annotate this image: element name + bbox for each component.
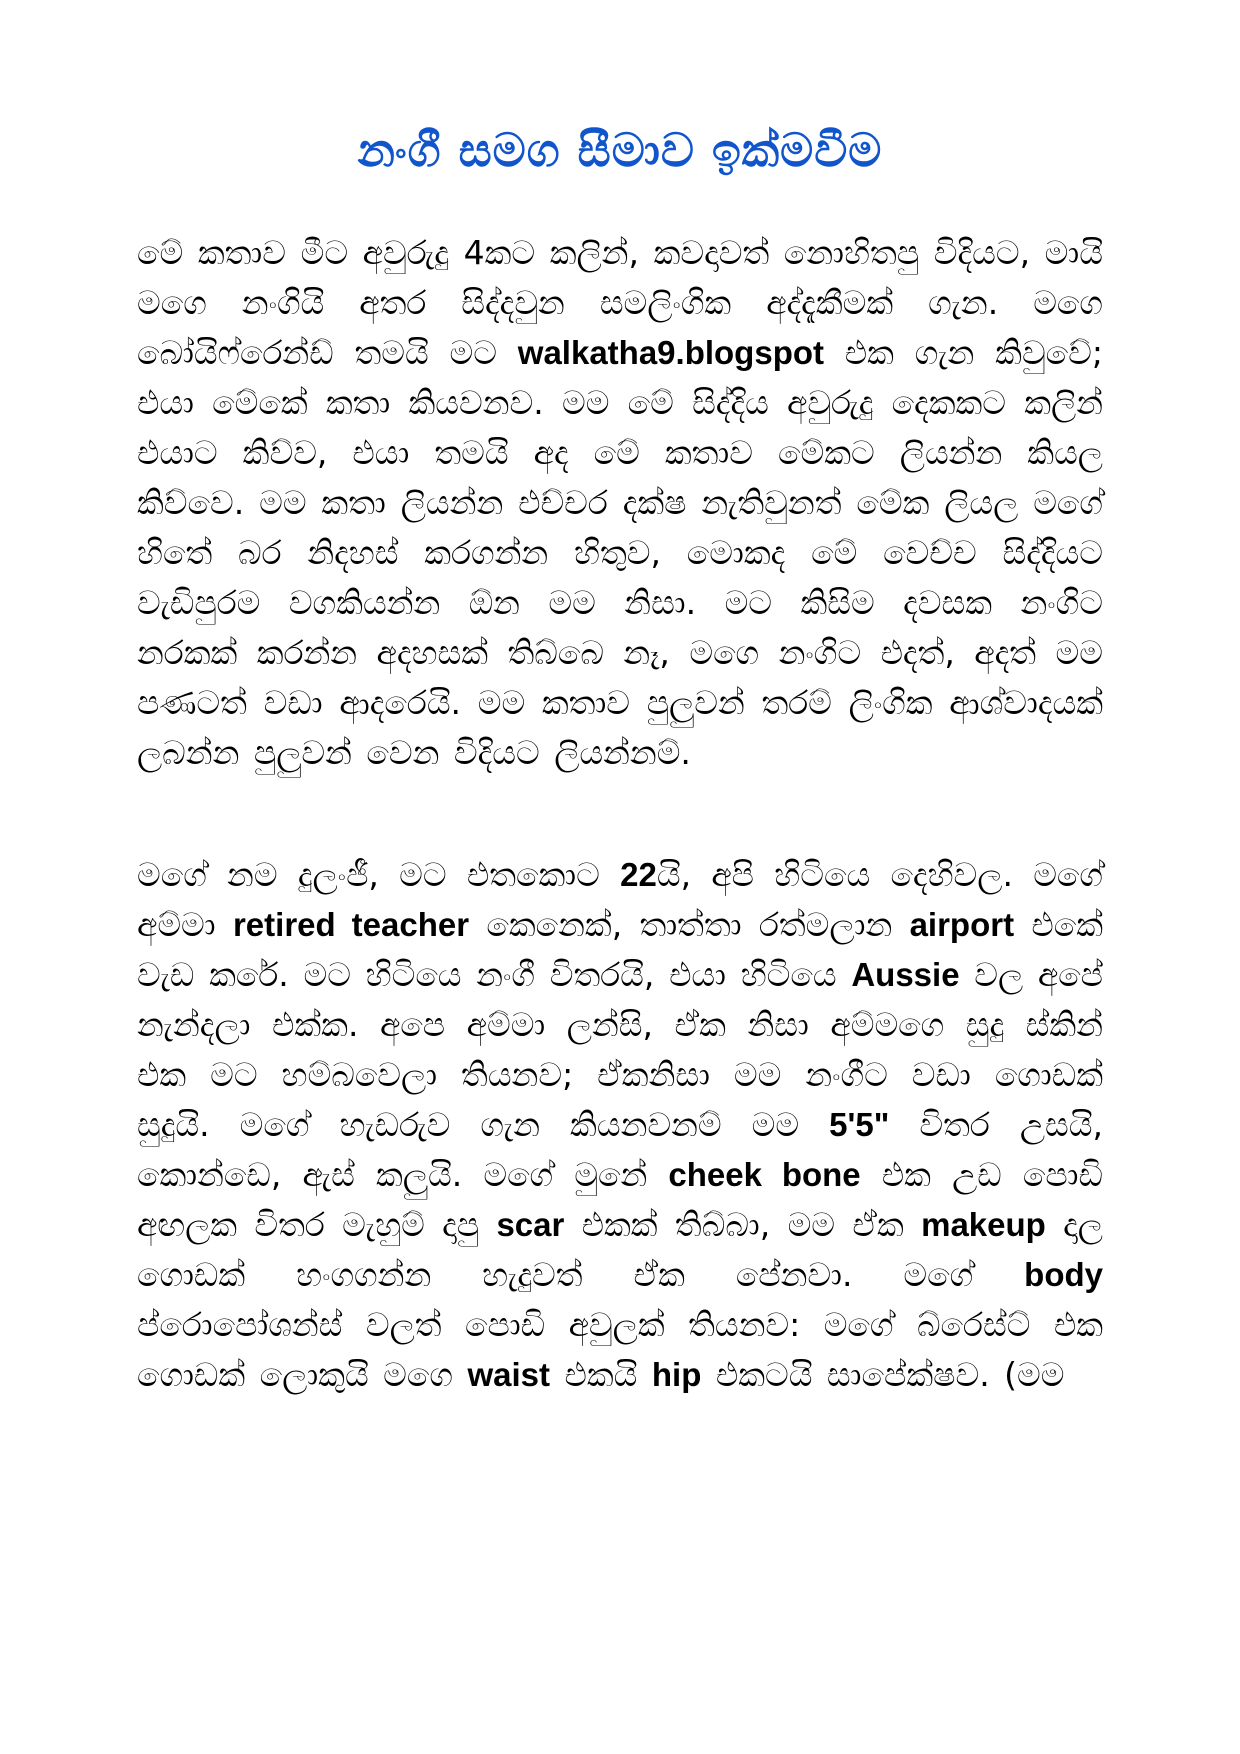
text-run: දාල ගොඩක් හංගගන්න හැදුවත් ඒක පේනවා. මගේ	[137, 1205, 1103, 1295]
page-title: නංගී සමග සීමාව ඉක්මවීම	[357, 123, 883, 177]
text-run-bold: 5'5"	[829, 1106, 890, 1144]
text-run: යි, අපි හිටියෙ දෙහිවල. මගේ අම්මා	[137, 855, 1103, 945]
text-run: එකක් තිබ්බා, මම ඒක	[564, 1205, 922, 1245]
text-run-bold: cheek bone	[668, 1156, 861, 1194]
text-run-bold: scar	[496, 1206, 565, 1244]
text-run: එකයි	[550, 1355, 652, 1395]
text-run-bold: retired teacher	[232, 906, 470, 944]
paragraph-2	[137, 850, 1103, 1400]
text-run: එකේ වැඩ කරේ. මට හිටියෙ නංගී විතරයි, එයා හිටියෙ	[137, 905, 1104, 995]
text-run-bold: walkatha9.blogspot	[517, 334, 824, 372]
text-run: එකටයි සාපේක්ෂව. (මම	[701, 1355, 1065, 1395]
text-run-bold: airport	[909, 906, 1015, 944]
text-run-bold: hip	[651, 1356, 702, 1394]
text-run: වල අපේ නැන්දලා එක්ක. අපෙ අම්මා ලන්සි, ඒක නිසා අම්මගෙ සුදු ස්කින් එක මට හම්බවෙලා තියනව; ඒකනිසා මම නංගීට වඩා ගොඩක් සුදුයි. මගේ හැඩරුව ගැන කියනවනම් මම	[137, 955, 1103, 1145]
text-run-bold: 22	[620, 856, 657, 894]
paragraph-1	[137, 228, 1103, 778]
text-run: එක උඩ පොඩි අඟලක විතර මැහුම් දාපු	[137, 1155, 1103, 1245]
text-run-bold: Aussie	[851, 956, 960, 994]
text-run-bold: makeup	[921, 1206, 1046, 1244]
text-run: එක ගැන කිවුවේ; එයා මේකේ කතා කියවනව. මම මේ සිද්දිය අවුරුදු දෙකකට කලින් එයාට කිව්ව, එයා තමයි අද මේ කතාව මේකට ලියන්න කියල කිව්වෙ. මම කතා ලියන්න එච්චර දක්ෂ නැතිවුනත් මේක ලියල මගේ හිතේ බර නිදහස් කරගන්න හිතුව, මොකද මේ වෙච්ච සිද්දියට වැඩිපුරම වගකියන්න ඕන මම නිසා. මට කිසිම දවසක නංගිට නරකක් කරන්න අදහසක් තිබ්බෙ නෑ, මගෙ නංගිට එදත්, අදත් මම පණටත් වඩා ආදරෙයි. මම කතාව පුලුවන් තරම් ලිංගික ආශ්වාදයක් ලබන්න පුලුවන් වෙන විදියට ලියන්නම්.	[137, 333, 1103, 773]
text-run: ප්රොපෝශන්ස් වලත් පොඩි අවුලක් තියනව: මගේ බ්රෙස්ට් එක ගොඩක් ලොකුයි මගෙ	[137, 1305, 1103, 1395]
text-run: කෙනෙක්, තාත්තා රත්මලාන	[469, 905, 910, 945]
text-run: මගේ නම දුලංජී, මට එතකොට	[137, 855, 621, 895]
text-run-bold: body	[1024, 1256, 1103, 1294]
text-run: විතර උසයි, කොන්ඩෙ, ඇස් කලුයි. මගේ මුනේ	[137, 1105, 1103, 1195]
text-run: මේ කතාව මීට අවුරුදු 4කට කලින්, කවදාවත් නොහිතපු විදියට, මායි මගෙ නංගියි අතර සිද්දවුන සමලිංගික අද්දැකීමක් ගැන. මගෙ බෝයිෆ්රෙන්ඩ් තමයි මට	[137, 233, 1103, 373]
text-run-bold: waist	[467, 1356, 551, 1394]
